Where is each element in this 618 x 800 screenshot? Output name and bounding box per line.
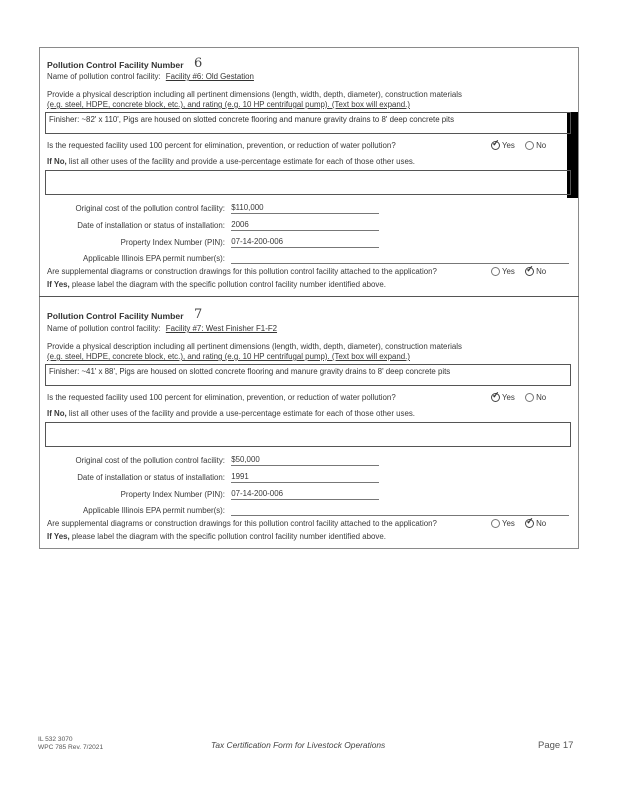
facility-7-permit-row <box>47 506 571 516</box>
ifyes-bold: If Yes, <box>47 532 70 541</box>
supp-question: Are supplemental diagrams or construction drawings for this pollution control facility attached to the application? <box>47 267 437 276</box>
cost-field[interactable]: $50,000 <box>231 455 260 464</box>
ifyes-text: please label the diagram with the specific pollution control facility number identified above. <box>69 280 386 289</box>
facility-6-ifno <box>47 157 571 167</box>
date-label: Date of installation or status of installation: <box>77 221 225 230</box>
pin-field[interactable]: 07-14-200-006 <box>231 489 283 498</box>
facility-title: Pollution Control Facility Number <box>47 60 184 70</box>
facility-7-pin-row <box>47 489 571 500</box>
cost-label: Original cost of the pollution control facility: <box>75 204 225 213</box>
pin-label: Property Index Number (PIN): <box>120 238 225 247</box>
facility-6-ifyes <box>47 280 571 290</box>
supp-yes-radio[interactable] <box>491 267 500 276</box>
facility-number-handwritten: 6 <box>194 56 203 72</box>
q100-question: Is the requested facility used 100 percent for elimination, prevention, or reduction of water pollution? <box>47 393 396 402</box>
pin-label: Property Index Number (PIN): <box>120 490 225 499</box>
facility-number-handwritten: 7 <box>194 307 203 323</box>
q100-no-radio[interactable] <box>525 393 534 402</box>
description-textbox[interactable]: Finisher: ~82' x 110', Pigs are housed on slotted concrete flooring and manure gravity drains to 8' deep concrete pits <box>45 112 571 134</box>
section-divider <box>39 296 579 297</box>
q100-no-label: No <box>536 141 547 150</box>
desc-instructions-2: (e.g. steel, HDPE, concrete block, etc.), and rating (e.g. 10 HP centrifugal pump). (Text box will expand.) <box>47 352 410 361</box>
name-field[interactable]: Facility #7: West Finisher F1-F2 <box>165 324 278 333</box>
q100-yes-radio[interactable] <box>491 141 500 150</box>
supp-question: Are supplemental diagrams or construction drawings for this pollution control facility attached to the application? <box>47 519 437 528</box>
q100-yes-radio[interactable] <box>491 393 500 402</box>
facility-6-q100-row <box>47 141 571 151</box>
ifyes-text: please label the diagram with the specific pollution control facility number identified above. <box>69 532 386 541</box>
facility-title: Pollution Control Facility Number <box>47 311 184 321</box>
facility-7-supp-row <box>47 519 571 529</box>
supp-no-label: No <box>536 519 547 528</box>
name-label: Name of pollution control facility: <box>47 324 161 333</box>
desc-instructions-1: Provide a physical description including all pertinent dimensions (length, width, depth, diameter), construction materials <box>47 90 462 99</box>
facility-7-ifno <box>47 409 571 419</box>
ifno-text: list all other uses of the facility and provide a use-percentage estimate for each of those other uses. <box>66 409 415 418</box>
facility-7-date-row <box>47 472 571 483</box>
form-id-line1: IL 532 3070 <box>38 736 73 743</box>
name-field[interactable]: Facility #6: Old Gestation <box>165 72 254 81</box>
desc-instructions-1: Provide a physical description including all pertinent dimensions (length, width, depth, diameter), construction materials <box>47 342 462 351</box>
pin-field[interactable]: 07-14-200-006 <box>231 237 283 246</box>
form-id-line2: WPC 785 Rev. 7/2021 <box>38 744 104 751</box>
facility-6-cost-row <box>47 203 571 214</box>
desc-instructions-2: (e.g. steel, HDPE, concrete block, etc.), and rating (e.g. 10 HP centrifugal pump). (Text box will expand.) <box>47 100 410 109</box>
facility-6-supp-row <box>47 267 571 277</box>
date-field[interactable]: 1991 <box>231 472 249 481</box>
facility-7-ifyes <box>47 532 571 542</box>
facility-6-header <box>47 55 571 73</box>
facility-7-q100-row <box>47 393 571 403</box>
supp-no-radio[interactable] <box>525 267 534 276</box>
permit-label: Applicable Illinois EPA permit number(s): <box>83 254 225 263</box>
ifno-text: list all other uses of the facility and provide a use-percentage estimate for each of those other uses. <box>66 157 415 166</box>
other-uses-textbox[interactable] <box>45 422 571 447</box>
permit-label: Applicable Illinois EPA permit number(s): <box>83 506 225 515</box>
q100-no-radio[interactable] <box>525 141 534 150</box>
ifno-bold: If No, <box>47 157 67 166</box>
other-uses-textbox[interactable] <box>45 170 571 195</box>
name-label: Name of pollution control facility: <box>47 72 161 81</box>
q100-no-label: No <box>536 393 547 402</box>
facility-7-cost-row <box>47 455 571 466</box>
page-number: Page 17 <box>538 740 574 751</box>
form-title: Tax Certification Form for Livestock Operations <box>211 740 386 750</box>
facility-6-pin-row <box>47 237 571 248</box>
supp-yes-label: Yes <box>502 519 515 528</box>
facility-6-permit-row <box>47 254 571 264</box>
facility-7-header <box>47 306 571 324</box>
supp-yes-radio[interactable] <box>491 519 500 528</box>
ifno-bold: If No, <box>47 409 67 418</box>
supp-yes-label: Yes <box>502 267 515 276</box>
facility-6-date-row <box>47 220 571 231</box>
form-id <box>38 736 103 752</box>
supp-no-label: No <box>536 267 547 276</box>
date-label: Date of installation or status of installation: <box>77 473 225 482</box>
ifyes-bold: If Yes, <box>47 280 70 289</box>
facility-6-name-row <box>47 72 571 82</box>
description-textbox[interactable]: Finisher: ~41' x 88', Pigs are housed on slotted concrete flooring and manure gravity drains to 8' deep concrete pits <box>45 364 571 386</box>
supp-no-radio[interactable] <box>525 519 534 528</box>
q100-yes-label: Yes <box>502 141 515 150</box>
cost-label: Original cost of the pollution control facility: <box>75 456 225 465</box>
q100-yes-label: Yes <box>502 393 515 402</box>
facility-7-name-row <box>47 324 571 334</box>
cost-field[interactable]: $110,000 <box>231 203 264 212</box>
date-field[interactable]: 2006 <box>231 220 249 229</box>
q100-question: Is the requested facility used 100 percent for elimination, prevention, or reduction of water pollution? <box>47 141 396 150</box>
